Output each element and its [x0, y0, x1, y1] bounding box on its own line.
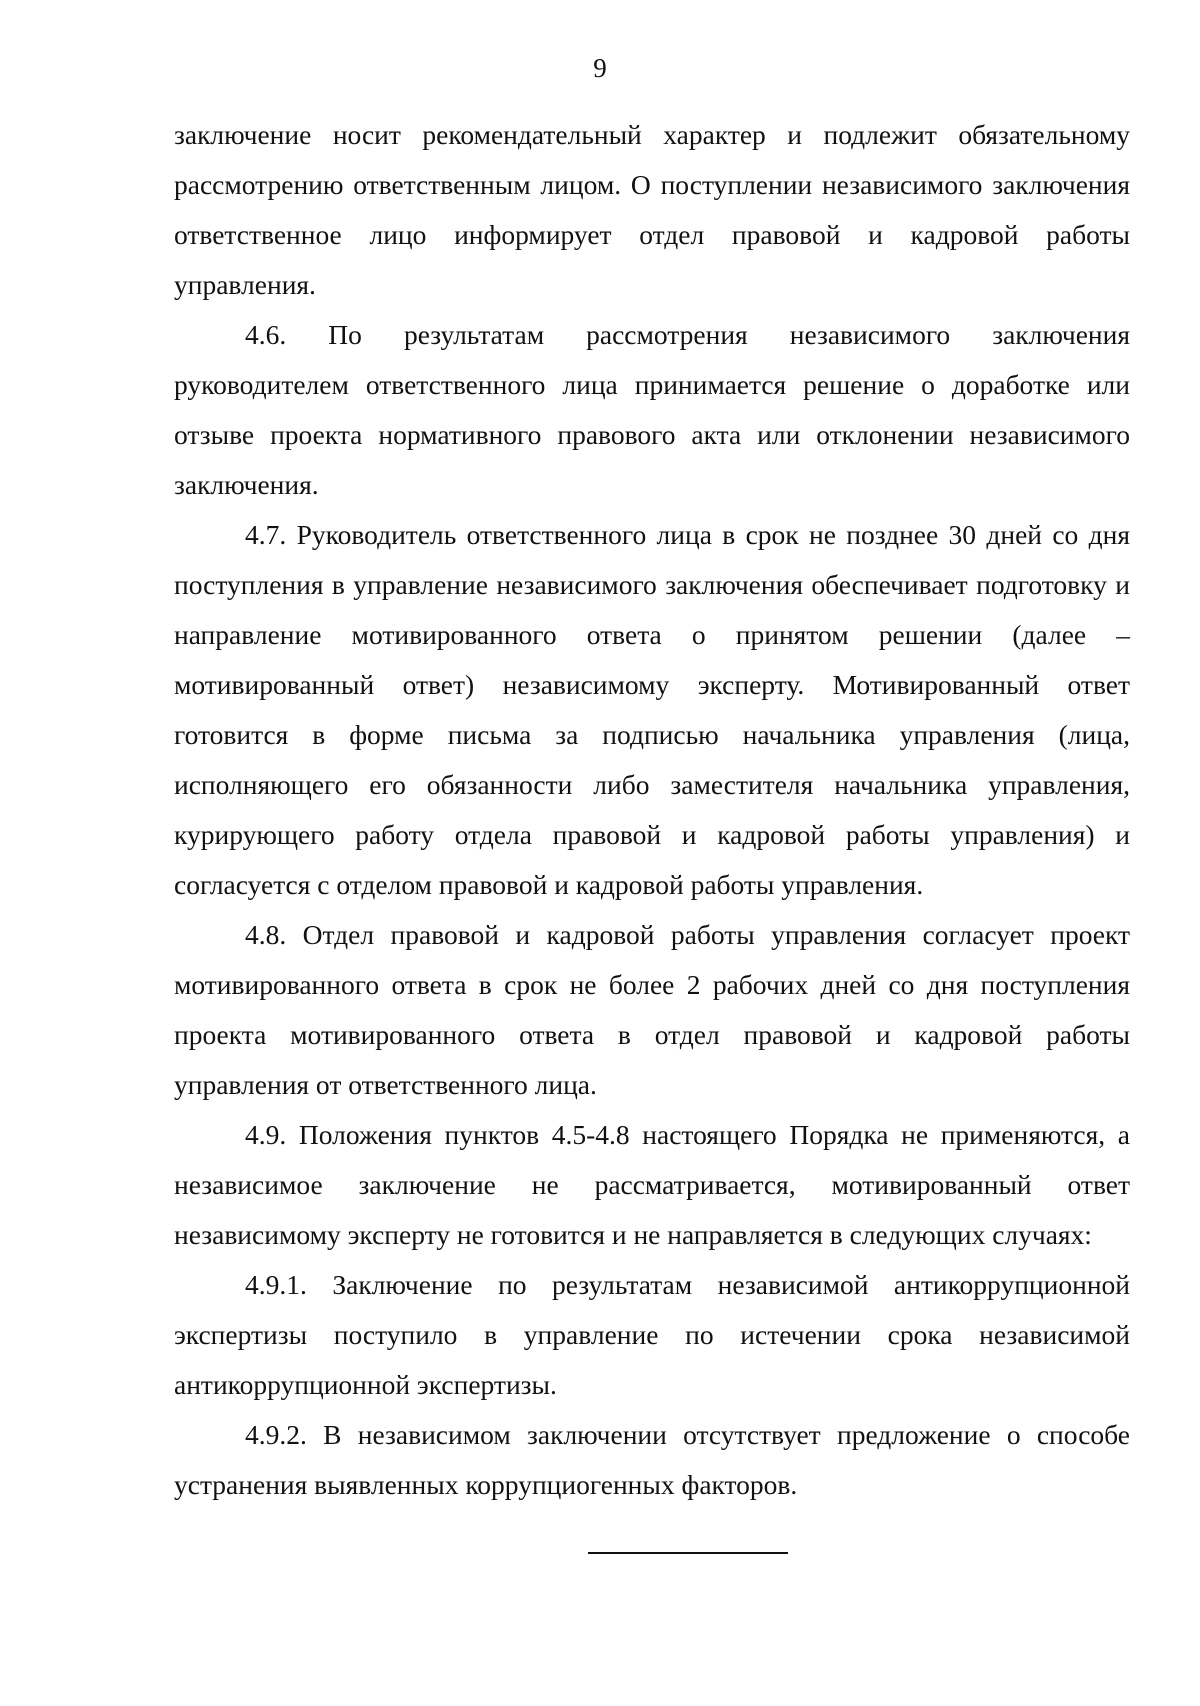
- paragraph-4-9: 4.9. Положения пунктов 4.5-4.8 настоящего Порядка не применяются, а независимое заключение не рассматривается, мотивированный ответ независимому эксперту не готовится и не направляется в следующих случаях:: [174, 1119, 1130, 1250]
- paragraph-4-9-1: 4.9.1. Заключение по результатам независимой антикоррупционной экспертизы поступило в управление по истечении срока независимой антикоррупционной экспертизы.: [174, 1269, 1130, 1400]
- paragraph-4-9-2: 4.9.2. В независимом заключении отсутствует предложение о способе устранения выявленных коррупциогенных факторов.: [174, 1419, 1130, 1500]
- closing-divider-line: [588, 1552, 788, 1554]
- paragraph-4-7: 4.7. Руководитель ответственного лица в срок не позднее 30 дней со дня поступления в управление независимого заключения обеспечивает подготовку и направление мотивированного ответа о принятом решении (далее – мотивированный ответ) независимому эксперту. Мотивированный ответ готовится в форме письма за подписью начальника управления (лица, исполняющего его обязанности либо заместителя начальника управления, курирующего работу отдела правовой и кадровой работы управления) и согласуется с отделом правовой и кадровой работы управления.: [174, 519, 1130, 900]
- paragraph-continuation: заключение носит рекомендательный характер и подлежит обязательному рассмотрению ответственным лицом. О поступлении независимого заключения ответственное лицо информирует отдел правовой и кадровой работы управления.: [174, 119, 1130, 300]
- paragraph-4-8: 4.8. Отдел правовой и кадровой работы управления согласует проект мотивированного ответа в срок не более 2 рабочих дней со дня поступления проекта мотивированного ответа в отдел правовой и кадровой работы управления от ответственного лица.: [174, 919, 1130, 1100]
- paragraph-4-6: 4.6. По результатам рассмотрения независимого заключения руководителем ответственного лица принимается решение о доработке или отзыве проекта нормативного правового акта или отклонении независимого заключения.: [174, 319, 1130, 500]
- page-number: 9: [593, 53, 607, 83]
- document-body: [174, 110, 1130, 1510]
